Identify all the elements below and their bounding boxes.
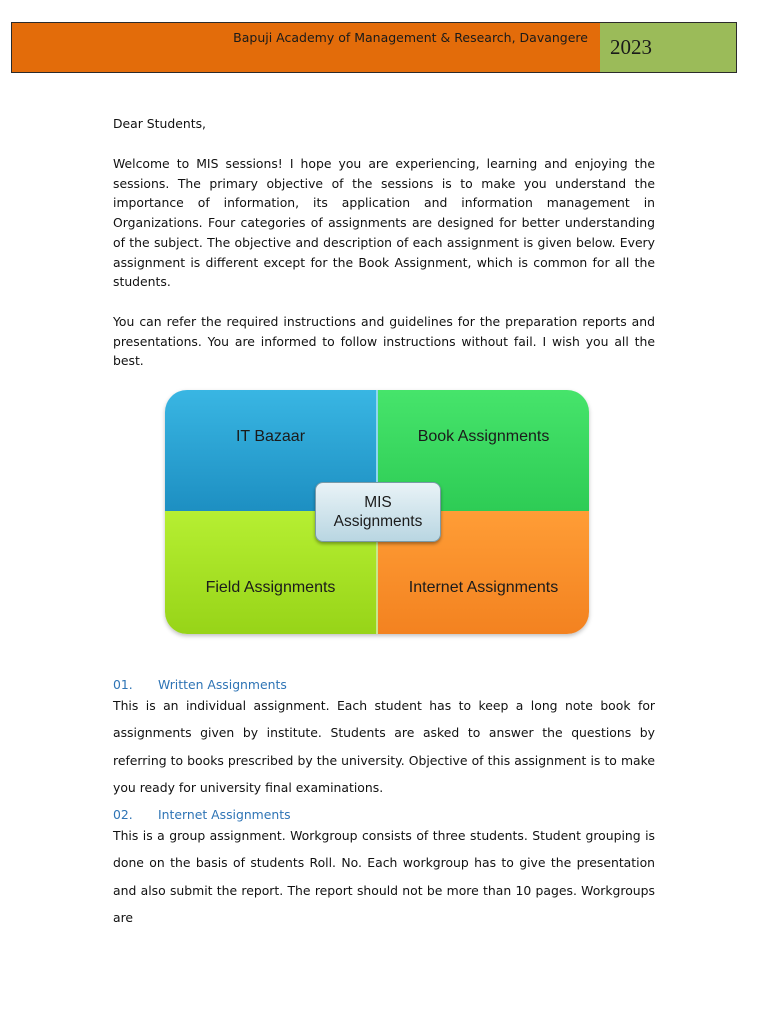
intro-paragraph: Welcome to MIS sessions! I hope you are experiencing, learning and enjoying the sessions. The primary objective of the sessions is to make you understand the importance of information, its application and information management in Organizations. Four categories of assignments are designed for better understanding of the subject. The objective and description of each assignment is given below. Every assignment is different except for the Book Assignment, which is common for all the students. [113,156,655,290]
mis-assignments-diagram [165,390,589,634]
salutation: Dear Students, [113,116,206,131]
header-title-band [12,23,600,72]
section-number: 02. [113,807,133,822]
section-heading-written [113,677,287,692]
quadrant-label: Field Assignments [205,578,336,596]
section-number: 01. [113,677,133,692]
header-year: 2023 [610,35,652,59]
quadrant-label: Book Assignments [417,427,550,445]
institution-name: Bapuji Academy of Management & Research, Davangere [233,30,588,45]
diagram-center-label: MIS Assignments [315,482,441,542]
section-body-internet: This is a group assignment. Workgroup consists of three students. Student grouping is done on the basis of students Roll. No. Each workgroup has to give the presentation and also submit the report. The report should not be more than 10 pages. Workgroups are [113,828,655,925]
quadrant-label: Internet Assignments [408,578,559,596]
page-header [11,22,737,73]
section-title: Internet Assignments [158,807,291,822]
header-year-band [600,23,736,72]
section-body-written: This is an individual assignment. Each student has to keep a long note book for assignments given by institute. Students are asked to answer the questions by referring to books prescribed by the university. Objective of this assignment is to make you ready for university final examinations. [113,698,655,795]
section-heading-internet [113,807,291,822]
instructions-paragraph: You can refer the required instructions and guidelines for the preparation reports and presentations. You are informed to follow instructions without fail. I wish you all the best. [113,314,655,369]
section-title: Written Assignments [158,677,287,692]
quadrant-label: IT Bazaar [235,427,306,445]
